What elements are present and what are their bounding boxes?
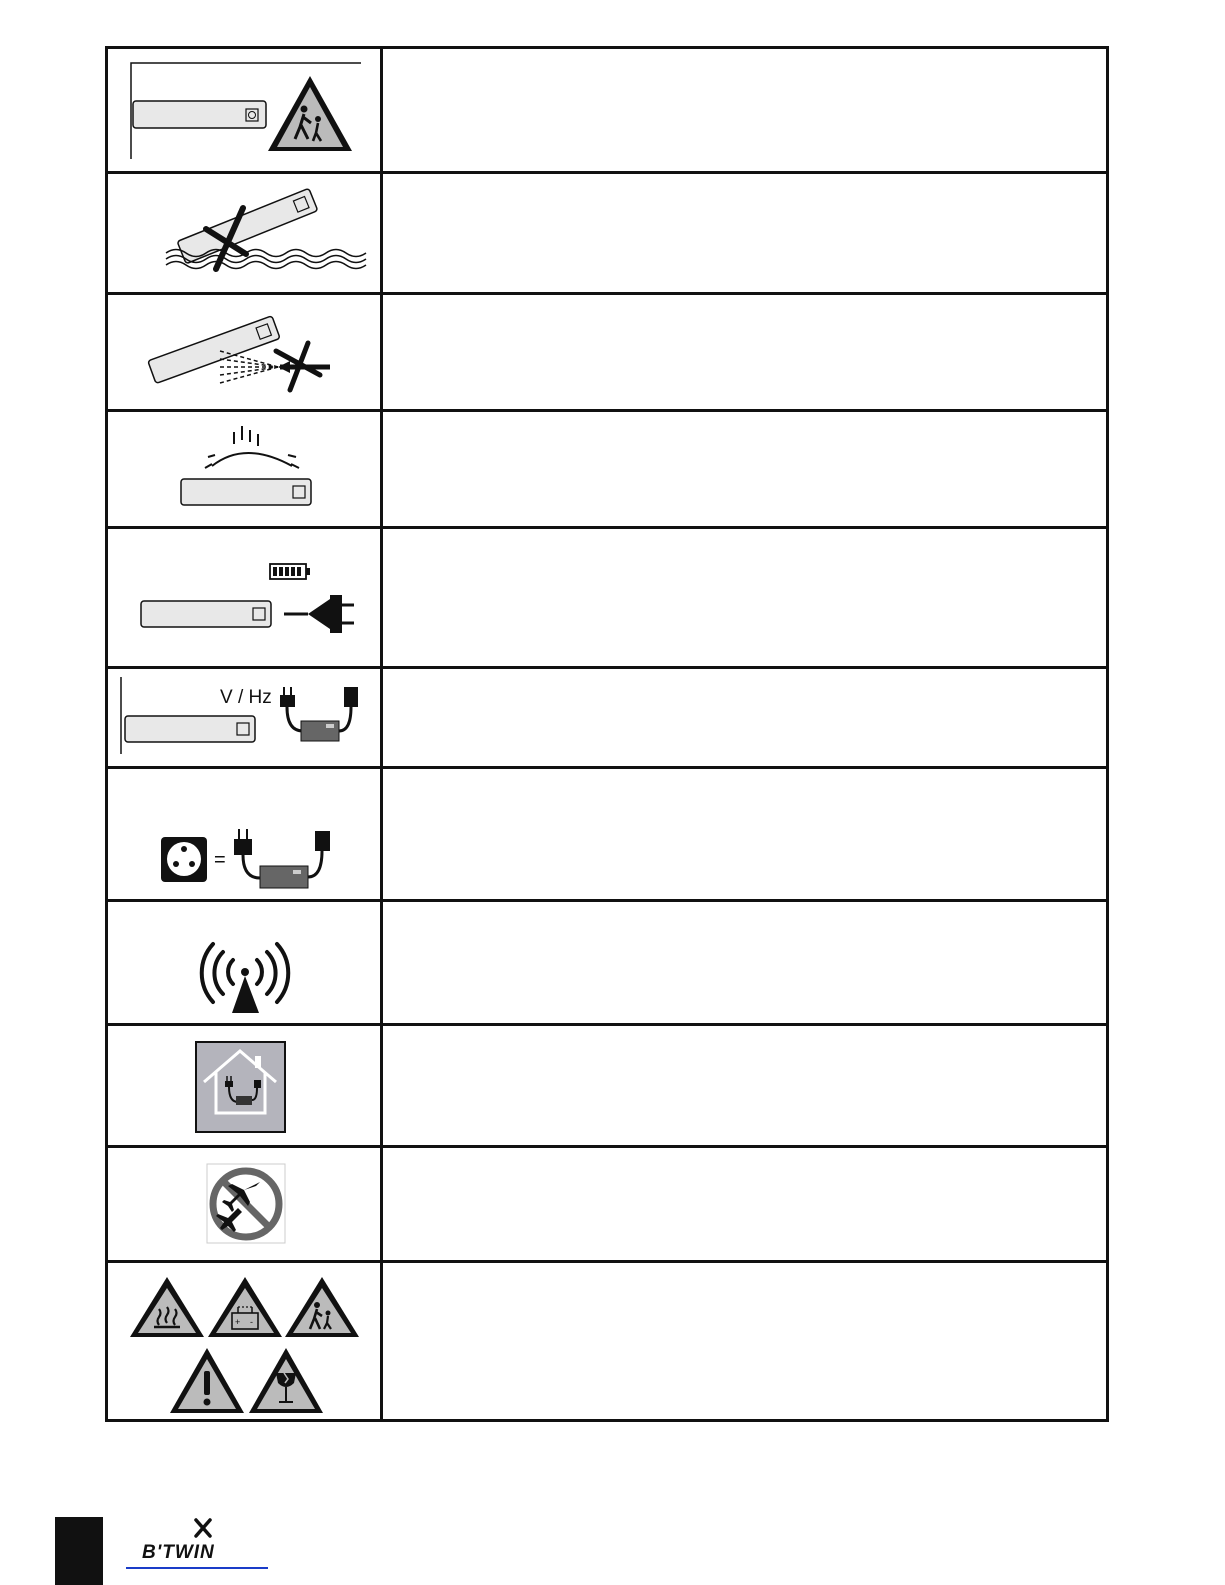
symbol-cell xyxy=(108,529,383,666)
warning-signs-icon xyxy=(108,1263,380,1419)
table-row xyxy=(108,1026,1106,1148)
symbol-cell xyxy=(108,49,383,171)
symbol-cell xyxy=(108,1026,383,1145)
fragile-warning-icon xyxy=(249,1348,323,1413)
svg-text:-: - xyxy=(250,1317,253,1327)
symbol-cell xyxy=(108,902,383,1023)
symbol-cell xyxy=(108,669,383,766)
voltage-frequency-label: V / Hz xyxy=(220,687,272,708)
table-row xyxy=(108,1263,1106,1422)
equals-label: = xyxy=(214,849,226,871)
table-row xyxy=(108,529,1106,669)
non-ionizing-radiation-icon xyxy=(108,902,380,1023)
btwin-x-icon xyxy=(120,1512,280,1542)
description-cell xyxy=(383,1148,1106,1260)
general-warning-icon xyxy=(170,1348,244,1413)
safety-symbols-table xyxy=(105,46,1109,1422)
grounded-outlet-charger-icon xyxy=(108,769,380,899)
no-immersion-icon xyxy=(108,174,380,292)
description-cell xyxy=(383,529,1106,666)
no-pressure-washer-icon xyxy=(108,295,380,409)
description-cell xyxy=(383,49,1106,171)
table-row xyxy=(108,902,1106,1026)
hot-surface-warning-icon xyxy=(130,1277,204,1337)
brand-name: B'TWIN xyxy=(142,1542,215,1563)
keep-away-from-children-icon xyxy=(108,49,380,171)
symbol-cell xyxy=(108,295,383,409)
battery-warning-icon xyxy=(208,1277,282,1337)
check-voltage-frequency-icon xyxy=(108,669,380,766)
children-warning-icon xyxy=(285,1277,359,1337)
symbol-cell xyxy=(108,174,383,292)
description-cell xyxy=(383,174,1106,292)
table-row xyxy=(108,1148,1106,1263)
brand-underline xyxy=(126,1567,268,1569)
table-row xyxy=(108,49,1106,174)
table-row xyxy=(108,769,1106,902)
symbol-cell xyxy=(108,769,383,899)
table-row xyxy=(108,669,1106,769)
description-cell xyxy=(383,295,1106,409)
description-cell xyxy=(383,1263,1106,1422)
description-cell xyxy=(383,902,1106,1023)
description-cell xyxy=(383,769,1106,899)
svg-text:+: + xyxy=(235,1317,241,1327)
no-air-transport-icon xyxy=(108,1148,380,1260)
rain-splash-protected-icon xyxy=(108,412,380,526)
brand-logo xyxy=(120,1512,280,1585)
page-number-tab xyxy=(55,1517,103,1585)
symbol-cell xyxy=(108,1263,383,1422)
description-cell xyxy=(383,1026,1106,1145)
table-row xyxy=(108,295,1106,412)
charge-with-charger-icon xyxy=(108,529,380,666)
table-row xyxy=(108,412,1106,529)
description-cell xyxy=(383,412,1106,526)
description-cell xyxy=(383,669,1106,766)
indoor-charging-only-icon xyxy=(108,1026,380,1145)
symbol-cell xyxy=(108,412,383,526)
symbol-cell xyxy=(108,1148,383,1260)
table-row xyxy=(108,174,1106,295)
